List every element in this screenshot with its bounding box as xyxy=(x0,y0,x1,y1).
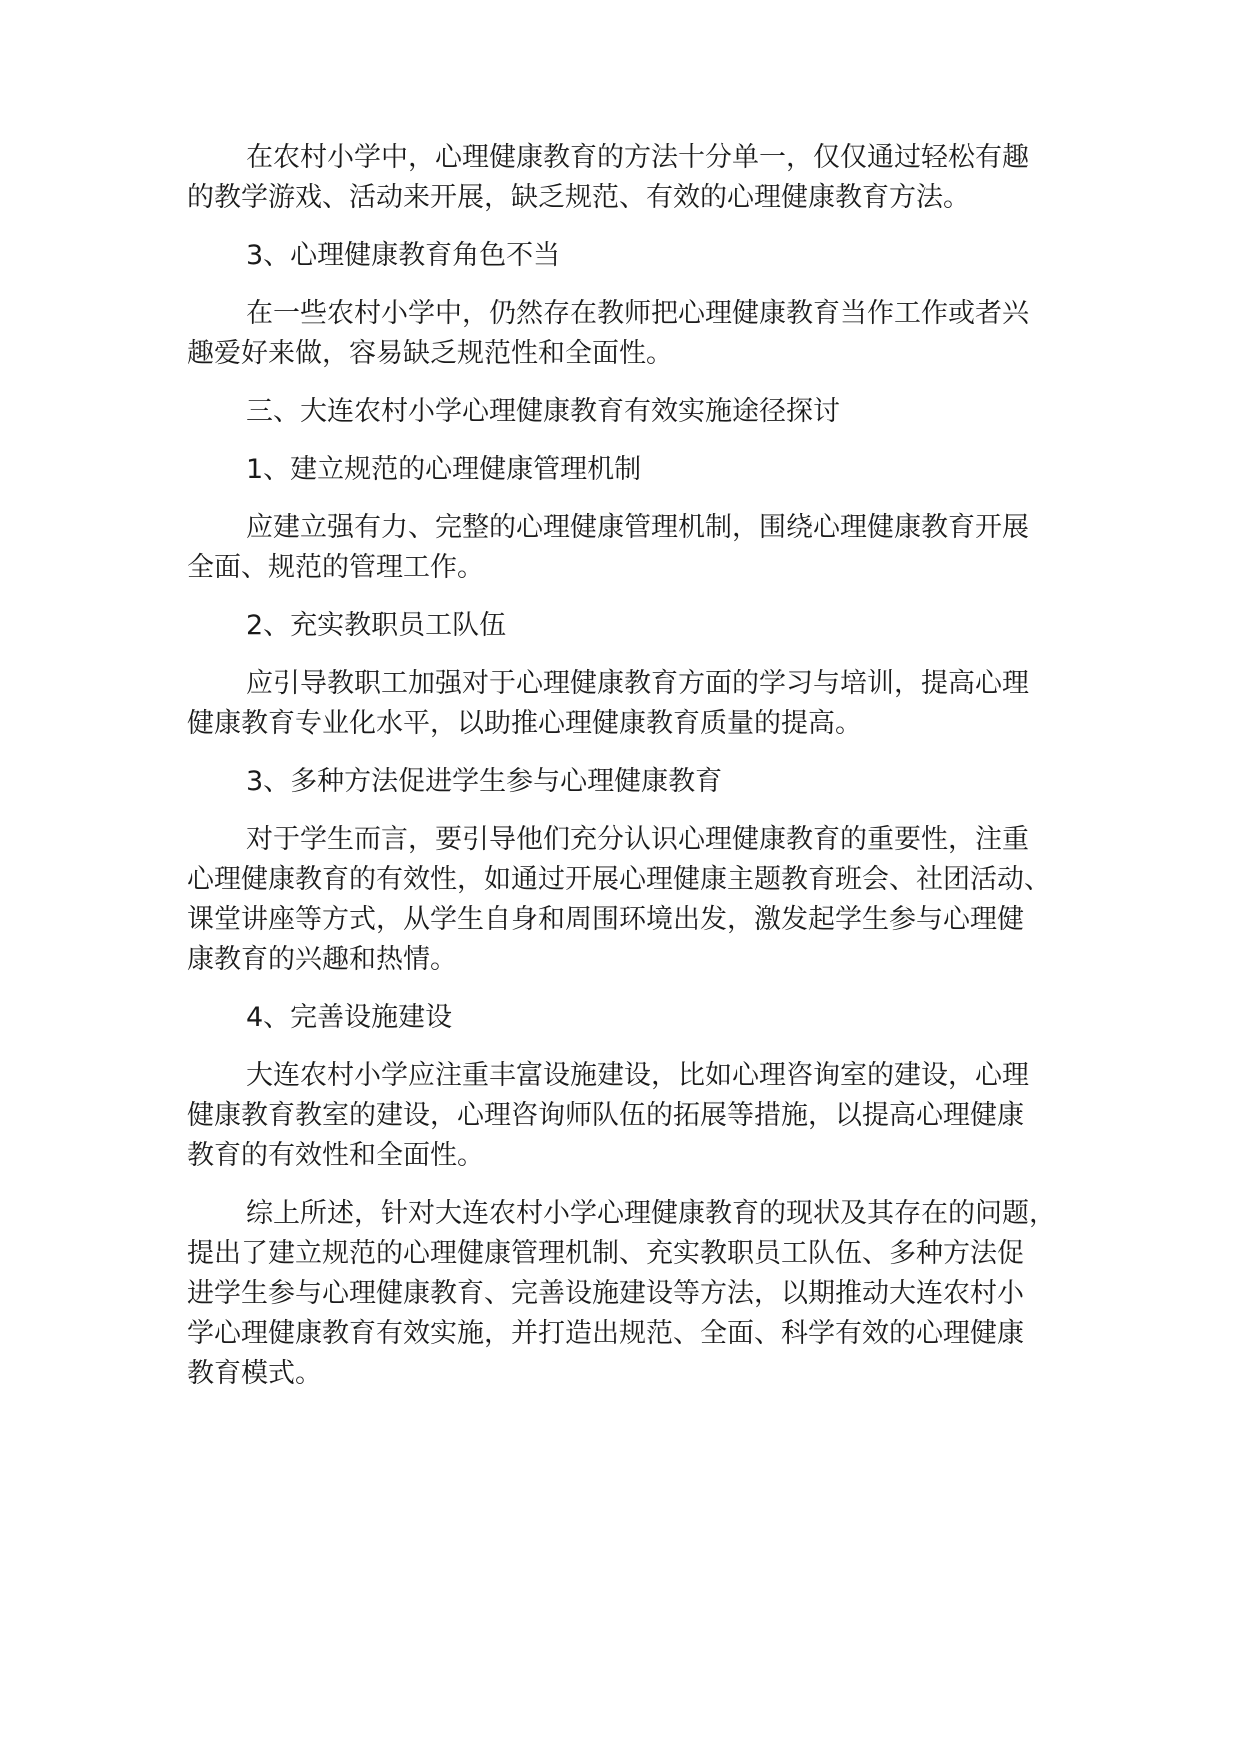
paragraph-7-line-1: 综上所述，针对大连农村小学心理健康教育的现状及其存在的问题， xyxy=(246,1198,1056,1229)
paragraph-4-line-1: 应引导教职工加强对于心理健康教育方面的学习与培训，提高心理 xyxy=(246,668,1029,699)
paragraph-1-line-2: 的教学游戏、活动来开展，缺乏规范、有效的心理健康教育方法。 xyxy=(187,182,970,213)
paragraph-7-line-5: 教育模式。 xyxy=(187,1358,322,1389)
paragraph-6-line-2: 健康教育教室的建设，心理咨询师队伍的拓展等措施，以提高心理健康 xyxy=(187,1100,1024,1131)
paragraph-5-line-4: 康教育的兴趣和热情。 xyxy=(187,944,457,975)
subheading-1: 1、建立规范的心理健康管理机制 xyxy=(246,454,642,485)
paragraph-6-line-3: 教育的有效性和全面性。 xyxy=(187,1140,484,1171)
paragraph-5-line-1: 对于学生而言，要引导他们充分认识心理健康教育的重要性，注重 xyxy=(246,824,1029,855)
paragraph-2-line-1: 在一些农村小学中，仍然存在教师把心理健康教育当作工作或者兴 xyxy=(246,298,1029,329)
subheading-2: 2、充实教职员工队伍 xyxy=(246,610,507,641)
section-heading-three: 三、大连农村小学心理健康教育有效实施途径探讨 xyxy=(246,396,840,427)
paragraph-1-line-1: 在农村小学中，心理健康教育的方法十分单一，仅仅通过轻松有趣 xyxy=(246,142,1029,173)
subheading-3: 3、多种方法促进学生参与心理健康教育 xyxy=(246,766,723,797)
paragraph-2-line-2: 趣爱好来做，容易缺乏规范性和全面性。 xyxy=(187,338,673,369)
paragraph-6-line-1: 大连农村小学应注重丰富设施建设，比如心理咨询室的建设，心理 xyxy=(246,1060,1029,1091)
paragraph-5-line-2: 心理健康教育的有效性，如通过开展心理健康主题教育班会、社团活动、 xyxy=(187,864,1051,895)
paragraph-7-line-4: 学心理健康教育有效实施，并打造出规范、全面、科学有效的心理健康 xyxy=(187,1318,1024,1349)
paragraph-7-line-2: 提出了建立规范的心理健康管理机制、充实教职员工队伍、多种方法促 xyxy=(187,1238,1024,1269)
section-heading-role: 3、心理健康教育角色不当 xyxy=(246,240,561,271)
subheading-4: 4、完善设施建设 xyxy=(246,1002,453,1033)
paragraph-4-line-2: 健康教育专业化水平，以助推心理健康教育质量的提高。 xyxy=(187,708,862,739)
paragraph-7-line-3: 进学生参与心理健康教育、完善设施建设等方法，以期推动大连农村小 xyxy=(187,1278,1024,1309)
paragraph-3-line-1: 应建立强有力、完整的心理健康管理机制，围绕心理健康教育开展 xyxy=(246,512,1029,543)
paragraph-3-line-2: 全面、规范的管理工作。 xyxy=(187,552,484,583)
paragraph-5-line-3: 课堂讲座等方式，从学生自身和周围环境出发，激发起学生参与心理健 xyxy=(187,904,1024,935)
